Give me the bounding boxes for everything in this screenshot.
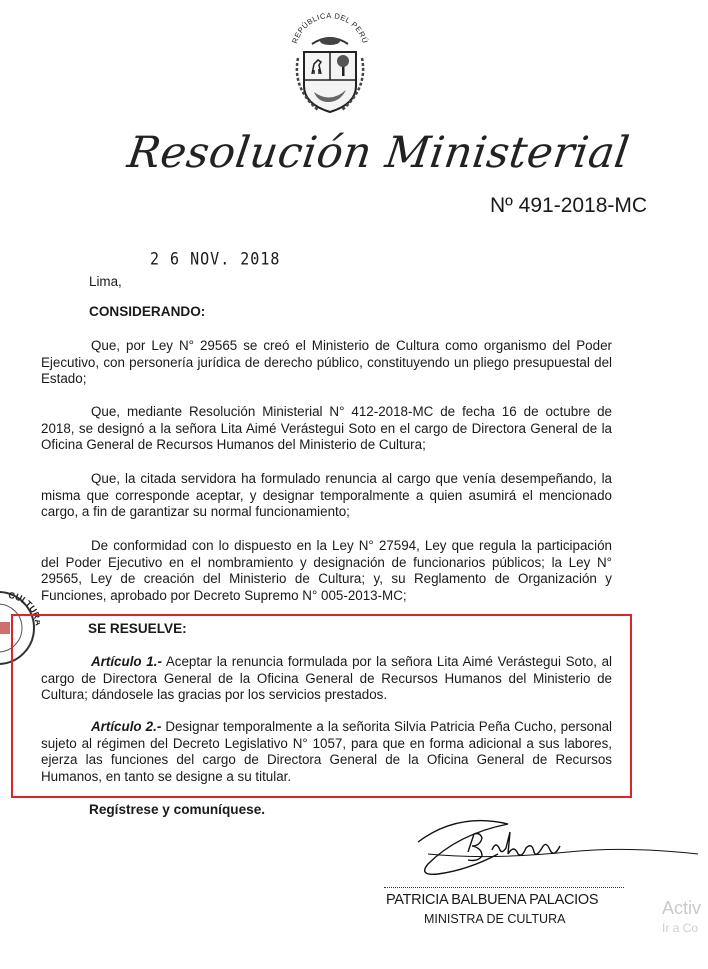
svg-text:REPÚBLICA DEL PERÚ: REPÚBLICA DEL PERÚ (290, 10, 370, 45)
article-1-text: Aceptar la renuncia formulada por la señora Lita Aimé Verástegui Soto, al cargo de Directora General de la Oficina General de Recursos Humanos del Ministerio de Cultura; dándosele las gracias por los servicios prestados. (41, 654, 612, 703)
considerando-paragraph-4: De conformidad con lo dispuesto en la Ley N° 27594, Ley que regula la participación del Poder Ejecutivo en el nombramiento y designación de funcionarios públicos; la Ley N° 29565, Ley de creación del Ministerio de Cultura; y, su Reglamento de Organización y Funciones, aprobado por Decreto Supremo N° 005-2013-MC; (41, 538, 612, 603)
activation-watermark-title: Activ (662, 898, 702, 918)
article-2-label: Artículo 2.- (91, 719, 162, 734)
resolution-number: Nº 491-2018-MC (490, 194, 648, 217)
signatory-role: MINISTRA DE CULTURA (424, 912, 566, 926)
article-1 (41, 654, 612, 704)
article-2-text: Designar temporalmente a la señorita Silvia Patricia Peña Cucho, personal sujeto al régimen del Decreto Legislativo N° 1057, para que en forma adicional a sus labores, ejerza las funciones del cargo de Directora General de la Oficina General de Recursos Humanos, en tanto se designe a su titular. (41, 719, 612, 784)
article-2 (41, 719, 612, 785)
article-1-label: Artículo 1.- (91, 654, 162, 669)
considerando-paragraph-2: Que, mediante Resolución Ministerial N° 412-2018-MC de fecha 16 de octubre de 2018, se designó a la señora Lita Aimé Verástegui Soto en el cargo de Directora General de la Oficina General de Recursos Humanos del Ministerio de Cultura; (41, 404, 612, 453)
considerando-paragraph-3: Que, la citada servidora ha formulado renuncia al cargo que venía desempeñando, la misma que corresponde aceptar, y designar temporalmente a quien asumirá el mencionado cargo, a fin de garantizar su normal funcionamiento; (41, 471, 612, 520)
place-label: Lima, (89, 274, 122, 289)
considerando-heading: CONSIDERANDO: (89, 304, 206, 319)
considerando-paragraph-1: Que, por Ley N° 29565 se creó el Ministerio de Cultura como organismo del Poder Ejecutivo, con personería jurídica de derecho público, constituyendo un pliego presupuestal del Estado; (41, 338, 612, 387)
signatory-name: PATRICIA BALBUENA PALACIOS (386, 892, 599, 908)
closing-text: Regístrese y comuníquese. (89, 802, 266, 817)
resuelve-heading: SE RESUELVE: (88, 621, 187, 636)
document-title: Resolución Ministerial (124, 128, 633, 178)
signature-image (388, 812, 708, 892)
signature-line (384, 887, 624, 888)
date-stamp: 2 6 NOV. 2018 (150, 248, 281, 270)
activation-watermark-subtitle: Ir a Co (662, 921, 699, 935)
svg-text:CULTURA: CULTU (7, 589, 39, 615)
coat-of-arms-seal (282, 8, 378, 120)
